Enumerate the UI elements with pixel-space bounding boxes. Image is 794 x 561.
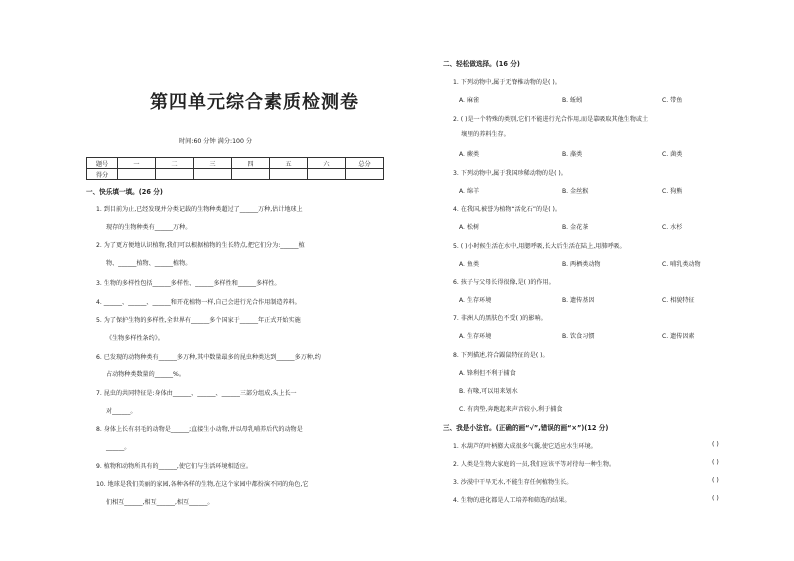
score-row-label: 得分	[87, 169, 118, 180]
option-a[interactable]: A. 鱼类	[459, 261, 480, 268]
question-text: 3. 下列动物中,属于我国珍稀动物的是( )。	[453, 170, 567, 177]
fill-line: 10. 地球是我们美丽的家园,各种各样的生物,在这个家园中都扮演不同的角色,它	[96, 481, 309, 488]
score-header-cell: 五	[270, 158, 308, 169]
option-b[interactable]: B. 遗传基因	[562, 297, 595, 304]
score-header-cell: 一	[118, 158, 156, 169]
answer-paren[interactable]: ( )	[712, 441, 719, 448]
fill-line: 4. ______、______、______和开花植物一样,自己会进行光合作用制造养料。	[96, 299, 301, 306]
section3-heading: 三、我是小法官。(正确的画“√”,错误的画“×”)(12 分)	[443, 424, 609, 432]
fill-line: 2. 为了更方便地认识植物,我们可以根据植物的生长特点,把它们分为:______植	[96, 242, 305, 249]
score-cell[interactable]	[118, 169, 156, 180]
fill-line: 7. 昆虫的共同特征是:身体由______、______、______三部分组成,头上长一	[96, 390, 297, 397]
option-c[interactable]: C. 遗传因素	[662, 333, 695, 340]
option-c[interactable]: C. 哺乳类动物	[662, 261, 701, 268]
section1-heading: 一、快乐填一填。(26 分)	[86, 188, 163, 196]
exam-meta: 时间:60 分钟 满分:100 分	[179, 138, 253, 145]
answer-paren[interactable]: ( )	[712, 477, 719, 484]
option-c[interactable]: C. 相貌特征	[662, 297, 695, 304]
score-header-cell: 总分	[346, 158, 384, 169]
fill-line: 占动物种类数量的______%。	[106, 371, 185, 378]
option-a[interactable]: A. 松树	[459, 224, 480, 231]
option-b[interactable]: B. 金丝猴	[562, 188, 589, 195]
option-b[interactable]: B. 两栖类动物	[562, 261, 601, 268]
option-c[interactable]: C. 水杉	[662, 224, 683, 231]
fill-line: 1. 到目前为止,已经发现并分类记载的生物种类超过了______万种,估计地球上	[96, 206, 303, 213]
judgment-text: 3. 沙漠中干旱无水,不能生存任何植物生长。	[453, 479, 573, 486]
score-table-score-row	[87, 169, 384, 180]
score-header-cell: 四	[232, 158, 270, 169]
fill-line: 5. 为了保护生物的多样性,全世界有______多个国家于______年正式开始实施	[96, 317, 301, 324]
question-text: 2. ( )是一个特殊的类别,它们不能进行光合作用,而是靠吸取其他生物或土	[453, 116, 649, 123]
option-b[interactable]: B. 藻类	[562, 151, 583, 158]
answer-paren[interactable]: ( )	[712, 459, 719, 466]
judgment-text: 2. 人类是生物大家庭的一员,我们应该平等对待每一种生物。	[453, 461, 616, 468]
fill-line: 现存的生物种类有______万种。	[106, 224, 192, 231]
option-c[interactable]: C. 狗熊	[662, 188, 683, 195]
fill-line: 物、______植物、______植物。	[106, 260, 192, 267]
fill-line: ______。	[106, 444, 131, 451]
option-c[interactable]: C. 有肉垫,奔跑起来声音较小,利于捕食	[459, 406, 563, 413]
question-text-cont: 壤里的养料生存。	[461, 131, 510, 138]
question-text: 6. 孩子与父母长得很像,是( )的作用。	[453, 279, 555, 286]
fill-line: 对______。	[106, 408, 137, 415]
option-a[interactable]: A. 锋利但不利于捕食	[459, 370, 516, 377]
score-cell[interactable]	[156, 169, 194, 180]
score-cell[interactable]	[346, 169, 384, 180]
fill-line: 9. 植物和动物所具有的______,使它们与生活环境相适应。	[96, 463, 252, 470]
question-text: 1. 下列动物中,属于无脊椎动物的是( )。	[453, 79, 561, 86]
option-a[interactable]: A. 生存环境	[459, 333, 492, 340]
option-a[interactable]: A. 生存环境	[459, 297, 492, 304]
score-header-cell: 六	[308, 158, 346, 169]
question-text: 7. 非洲人的黑肤色不受( )的影响。	[453, 315, 547, 322]
judgment-text: 4. 生物的进化都是人工培养和筛选的结果。	[453, 497, 571, 504]
score-table	[86, 157, 384, 180]
fill-line: 3. 生物的多样性包括______多样性、______多样性和______多样性。	[96, 280, 281, 287]
score-cell[interactable]	[194, 169, 232, 180]
option-a[interactable]: A. 绵羊	[459, 188, 480, 195]
score-header-cell: 题号	[87, 158, 118, 169]
fill-line: 们相互______,相互______,相互______。	[106, 499, 214, 506]
score-cell[interactable]	[308, 169, 346, 180]
question-text: 4. 在我国,被誉为植物“活化石”的是( )。	[453, 206, 562, 213]
option-b[interactable]: B. 金花茶	[562, 224, 589, 231]
option-b[interactable]: B. 蚯蚓	[562, 97, 583, 104]
option-a[interactable]: A. 麻雀	[459, 97, 480, 104]
answer-paren[interactable]: ( )	[712, 495, 719, 502]
judgment-text: 1. 水葫芦的叶柄膨大成很多气囊,使它适应水生环境。	[453, 443, 597, 450]
score-cell[interactable]	[270, 169, 308, 180]
question-text: 8. 下列描述,符合鼹鼠特征的是( )。	[453, 352, 549, 359]
option-b[interactable]: B. 饮食习惯	[562, 333, 595, 340]
option-c[interactable]: C. 菌类	[662, 151, 683, 158]
score-header-cell: 二	[156, 158, 194, 169]
fill-line: 《生物多样性条约》。	[106, 335, 164, 342]
option-a[interactable]: A. 蕨类	[459, 151, 480, 158]
score-cell[interactable]	[232, 169, 270, 180]
score-table-header-row	[87, 158, 384, 169]
fill-line: 6. 已发现的动物种类有______多万种,其中数量最多的昆虫种类达到______多万种,约	[96, 354, 321, 361]
score-header-cell: 三	[194, 158, 232, 169]
section2-heading: 二、轻松做选择。(16 分)	[443, 60, 520, 68]
question-text: 5. ( )小时候生活在水中,用腮呼吸,长大后生活在陆上,用肺呼吸。	[453, 243, 626, 250]
option-c[interactable]: C. 带鱼	[662, 97, 683, 104]
exam-title: 第四单元综合素质检测卷	[150, 92, 359, 113]
fill-line: 8. 身体上长有羽毛的动物是______;直接生小动物,并以母乳哺养后代的动物是	[96, 426, 303, 433]
option-b[interactable]: B. 有喙,可以用来划水	[459, 388, 518, 395]
